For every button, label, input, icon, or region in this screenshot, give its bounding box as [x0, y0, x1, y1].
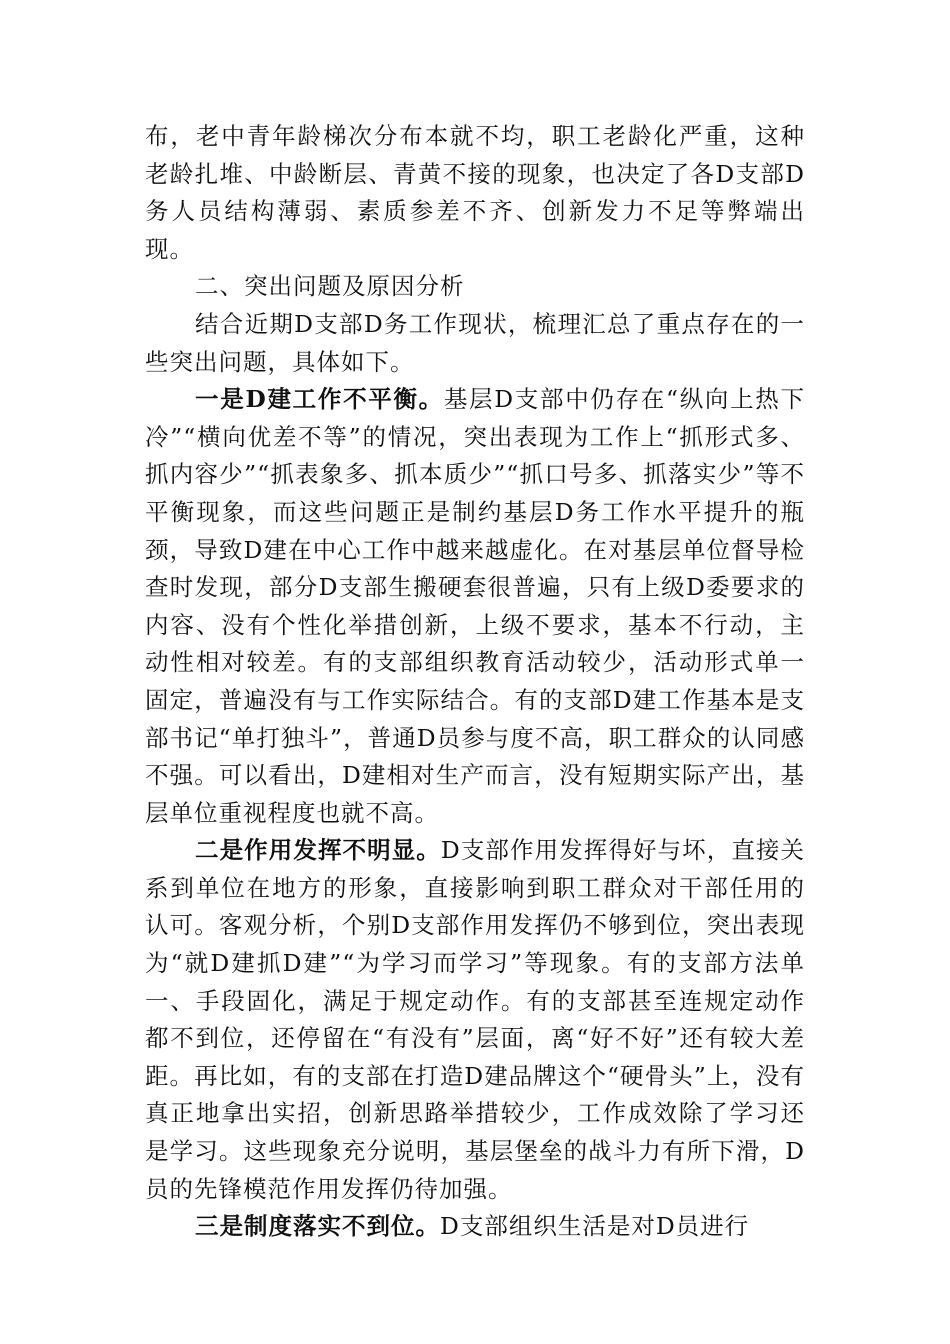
paragraph-continuation: [145, 118, 805, 268]
paragraph-text: 结合近期D支部D务工作现状，梳理汇总了重点存在的一些突出问题，具体如下。: [145, 309, 805, 376]
heading-text: 二、突出问题及原因分析: [195, 272, 465, 301]
paragraph-issue-1: [145, 381, 805, 832]
paragraph-text: D支部组织生活是对D员进行: [440, 1212, 750, 1241]
paragraph-lead: 三是制度落实不到位。: [195, 1212, 440, 1241]
paragraph-lead: 一是D建工作不平衡。: [195, 385, 444, 414]
paragraph-issue-2: [145, 832, 805, 1208]
paragraph-text: 布，老中青年龄梯次分布本就不均，职工老龄化严重，这种老龄扎堆、中龄断层、青黄不接的现象，也决定了各D支部D务人员结构薄弱、素质参差不齐、创新发力不足等弊端出现。: [145, 122, 805, 263]
paragraph-text: 基层D支部中仍存在“纵向上热下冷”“横向优差不等”的情况，突出表现为工作上“抓形式多、抓内容少”“抓表象多、抓本质少”“抓口号多、抓落实少”等不平衡现象，而这些问题正是制约基层D务工作水平提升的瓶颈，导致D建在中心工作中越来越虚化。在对基层单位督导检查时发现，部分D支部生搬硬套很普遍，只有上级D委要求的内容、没有个性化举措创新，上级不要求，基本不行动，主动性相对较差。有的支部组织教育活动较少，活动形式单一固定，普遍没有与工作实际结合。有的支部D建工作基本是支部书记“单打独斗”，普通D员参与度不高，职工群众的认同感不强。可以看出，D建相对生产而言，没有短期实际产出，基层单位重视程度也就不高。: [145, 385, 805, 827]
paragraph-text: D支部作用发挥得好与坏，直接关系到单位在地方的形象，直接影响到职工群众对干部任用的认可。客观分析，个别D支部作用发挥仍不够到位，突出表现为“就D建抓D建”“为学习而学习”等现象。有的支部方法单一、手段固化，满足于规定动作。有的支部甚至连规定动作都不到位，还停留在“有没有”层面，离“好不好”还有较大差距。再比如，有的支部在打造D建品牌这个“硬骨头”上，没有真正地拿出实招，创新思路举措较少，工作成效除了学习还是学习。这些现象充分说明，基层堡垒的战斗力有所下滑，D员的先锋模范作用发挥仍待加强。: [145, 836, 806, 1203]
paragraph-lead: 二是作用发挥不明显。: [195, 836, 441, 865]
paragraph-intro: [145, 306, 805, 381]
section-heading: [145, 268, 805, 306]
paragraph-issue-3: [145, 1208, 805, 1246]
